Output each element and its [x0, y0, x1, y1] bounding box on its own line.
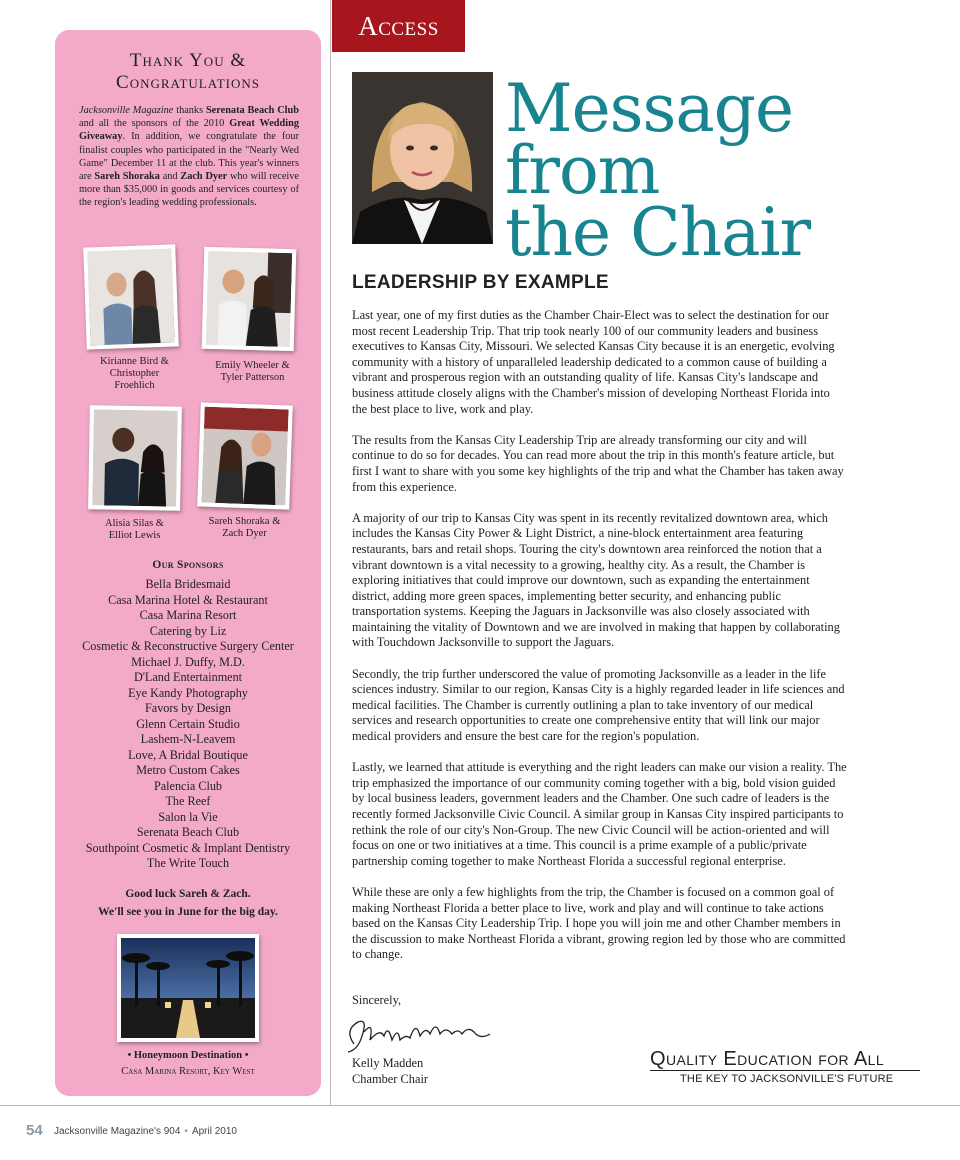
intro-bold-1: Serenata Beach Club	[205, 105, 299, 116]
article-body	[352, 308, 848, 979]
thank-you-sidebar	[55, 30, 321, 1096]
paragraph: Last year, one of my first duties as the Chamber Chair-Elect was to select the destination for our most recent Leadership Trip. That trip took nearly 100 of our community leaders and business executives to Kansas City, Missouri. We selected Kansas City because it is an energetic, evolving community with a history of unparalleled leadership dedicated to a common cause of building a vibrant and prosperous region with an outstanding quality of life. Kansas City's landscape and business attitude closely aligns with the Chamber's mission of developing Northeast Florida into the best place to live, work and play.	[352, 308, 835, 416]
sponsor-item: Glenn Certain Studio	[136, 716, 240, 731]
sponsor-item: Southpoint Cosmetic & Implant Dentistry	[85, 840, 291, 855]
headline-line2: the Chair	[505, 194, 811, 271]
caption-line: Kirianne Bird &	[100, 356, 169, 367]
caption-line: Elliot Lewis	[108, 530, 161, 541]
sponsor-item: Love, A Bridal Boutique	[128, 747, 248, 762]
signer-title: Chamber Chair	[352, 1072, 429, 1086]
sponsor-item: Michael J. Duffy, M.D.	[131, 654, 245, 669]
honeymoon-photo	[117, 934, 259, 1042]
intro-text-2: and all the sponsors of the 2010	[79, 118, 230, 130]
couple-caption-4	[187, 516, 302, 540]
sponsor-item: The Reef	[165, 794, 211, 808]
couple-caption-2	[195, 360, 310, 384]
signature	[340, 1010, 500, 1056]
good-luck-line2: We'll see you in June for the big day.	[98, 906, 278, 918]
sponsor-item: Palencia Club	[153, 778, 223, 793]
issue-date: April 2010	[191, 1126, 237, 1137]
intro-bold-4: Zach Dyer	[180, 171, 228, 183]
sidebar-title-line2: Congratulations	[116, 72, 260, 93]
intro-text-3: . In addition, we congratulate the four finalist couples who participated in the "Nearly Wed Game" December 11 at the club. This year's winners are	[79, 131, 299, 183]
caption-line: Christopher	[109, 368, 160, 379]
caption-line: Emily Wheeler &	[215, 360, 290, 371]
tagline-subtitle: THE KEY TO JACKSONVILLE'S FUTURE	[680, 1073, 894, 1085]
page-number: 54	[26, 1122, 43, 1139]
paragraph: While these are only a few highlights from the trip, the Chamber is focused on a common goal of making Northeast Florida a better place to live, work and play and will continue to take actions based on the Kansas City Leadership Trip. I hope you will join me and other Chamber members in the discussion to make Northeast Florida a vibrant, growing region led by those who are committed to change.	[352, 884, 846, 962]
sponsor-item: Catering by Liz	[149, 623, 227, 638]
couple-caption-3	[77, 518, 192, 542]
intro-bold-2: Great Wedding Giveaway	[79, 118, 299, 143]
magazine-name: Jacksonville Magazine	[79, 105, 174, 116]
intro-text-4: and	[159, 171, 181, 183]
good-luck-message	[55, 885, 321, 921]
sponsor-item: Casa Marina Resort	[139, 608, 237, 622]
paragraph: The results from the Kansas City Leadership Trip are already transforming our city and will continue to do so for decades. You can read more about the trip in this month's feature article, but first I want to share with you some key highlights of the trip and what the Chamber has taken away from this experience.	[352, 432, 844, 494]
sidebar-intro	[79, 104, 299, 210]
sponsor-item: Favors by Design	[145, 701, 231, 715]
paragraph: A majority of our trip to Kansas City was spent in its recently revitalized downtown area, which includes the Kansas City Power & Light District, a nine-block entertainment area featuring restaurants, bars and retail shops. Touring the city's downtown area reinforced the notion that a vibrant downtown is a vital necessity to a growing, healthy city. As a result, the Chamber is exploring initiatives that could improve our downtown, such as expanding the entertainment district, adding more green spaces, implementing better security, and enhancing public transportation systems. Keeping the Jaguars in Jacksonville was also closely associated with maintaining the vitality of Downtown and we are involved in making that happen by collaborating with Touchdown Jacksonville to support the Jaguars.	[352, 510, 840, 650]
sponsor-item: Bella Bridesmaid	[145, 577, 231, 591]
paragraph: Secondly, the trip further underscored the value of promoting Jacksonville as a leader in the life sciences industry. Similar to our region, Kansas City is a highly regarded leader in life sciences and medical facilities. The Chamber is currently outlining a plan to take inventory of our medical services and research opportunities to create one comprehensive entity that will link our major medical providers and ensure the best care for the region's population.	[352, 666, 845, 744]
honeymoon-location: Casa Marina Resort, Key West	[121, 1066, 255, 1077]
intro-bold-3: Sareh Shoraka	[94, 171, 160, 183]
section-tab: Access	[332, 0, 465, 52]
sponsor-item: Casa Marina Hotel & Restaurant	[108, 592, 268, 607]
couple-photo-3	[88, 405, 182, 511]
footer-publication	[54, 1126, 237, 1137]
caption-line: Zach Dyer	[222, 528, 267, 539]
headline-line1: Message from	[505, 70, 794, 209]
couple-photo-2	[202, 247, 297, 351]
caption-line: Tyler Patterson	[220, 372, 285, 383]
sponsor-list	[55, 577, 321, 872]
article-headline	[505, 70, 955, 271]
section-heading: LEADERSHIP BY EXAMPLE	[352, 272, 609, 293]
couple-caption-1	[77, 356, 192, 392]
sidebar-title	[55, 50, 321, 94]
sponsor-item: Salon la Vie	[158, 809, 218, 824]
sponsor-item: Eye Kandy Photography	[128, 685, 248, 700]
sponsor-item: Cosmetic & Reconstructive Surgery Center	[82, 639, 294, 653]
sponsor-item: Lashem-N-Leavem	[140, 732, 236, 746]
sponsor-item: Serenata Beach Club	[136, 825, 240, 839]
column-divider	[330, 0, 331, 1105]
caption-line: Sareh Shoraka &	[208, 516, 281, 527]
couple-photo-1	[83, 244, 179, 349]
sponsor-item: The Write Touch	[146, 856, 230, 870]
closing: Sincerely,	[352, 993, 402, 1007]
chair-portrait	[352, 72, 493, 244]
intro-text-1: thanks	[173, 105, 206, 116]
footer-separator: •	[184, 1126, 188, 1137]
good-luck-line1: Good luck Sareh & Zach.	[125, 888, 251, 900]
caption-line: Alisia Silas &	[105, 518, 164, 529]
intro-text-5: who will receive more than $35,000 in goods and services courtesy of the region's leading wedding professionals.	[79, 171, 299, 209]
signer-name: Kelly Madden	[352, 1056, 424, 1070]
sidebar-title-line1: Thank You &	[129, 50, 247, 71]
sponsors-heading: Our Sponsors	[152, 559, 224, 571]
publication-name: Jacksonville Magazine's 904	[54, 1126, 181, 1137]
paragraph: Lastly, we learned that attitude is everything and the right leaders can make our vision a reality. The trip emphasized the importance of our community coming together with a big, bold vision guided by local business leaders, government leaders and the Chamber. One such cadre of leaders is the recently formed Jacksonville Civic Council. A similar group in Kansas City inspired participants to rethink the role of our city's Non-Group. The new Civic Council will be action-oriented and will focus on one or two initiatives at a time. This council is a prime example of a public/private partnership coming together to make Northeast Florida a successful regional enterprise.	[352, 760, 847, 868]
footer-rule	[0, 1105, 960, 1106]
caption-line: Froehlich	[114, 380, 155, 391]
sponsor-item: D'Land Entertainment	[133, 670, 243, 684]
tagline-title: Quality Education for All	[650, 1048, 920, 1071]
couple-photo-4	[197, 402, 293, 509]
honeymoon-caption: • Honeymoon Destination •	[127, 1050, 249, 1061]
sponsor-item: Metro Custom Cakes	[136, 763, 240, 777]
